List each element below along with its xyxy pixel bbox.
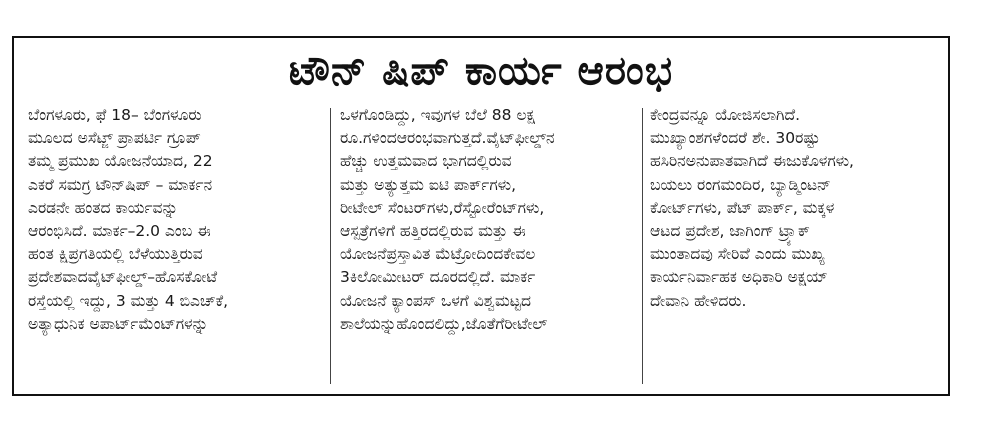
text-line: ಆರಂಭಿಸಿದೆ. ಮಾರ್ಕ–2.0 ಎಂಬ ಈ — [28, 222, 211, 241]
article-column-1 — [28, 104, 320, 388]
headline: ಟೌನ್‌ ಷಿಪ್‌ ಕಾರ್ಯ ಆರಂಭ — [288, 48, 674, 94]
text-line: ಕೋರ್ಟ್‌ಗಳು, ಪೆಟ್‌ ಪಾರ್ಕ್‌, ಮಕ್ಕಳ — [650, 198, 835, 217]
text-line: ತಮ್ಮ ಪ್ರಮುಖ ಯೋಜನೆಯಾದ, 22 — [28, 152, 213, 171]
text-line: ಅತ್ಯಾಧುನಿಕ ಅಪಾರ್ಟ್‌ಮೆಂಟ್‌ಗಳನ್ನು — [28, 314, 209, 333]
text-line: ಒಳಗೊಂಡಿದ್ದು, ಇವುಗಳ ಬೆಲೆ 88 ಲಕ್ಷ — [340, 106, 535, 124]
text-line: ಎರಡನೇ ಹಂತದ ಕಾರ್ಯವನ್ನು — [28, 198, 179, 217]
text-line: ಕಾರ್ಯನಿರ್ವಾಹಕ ಅಧಿಕಾರಿ ಅಕ್ಷಯ್‌ — [650, 268, 828, 287]
text-line: ಶಾಲೆಯನ್ನುಹೊಂದಲಿದ್ದು,ಜೊತೆಗೆರೀಟೇಲ್‌ — [340, 314, 548, 333]
news-clipping — [12, 36, 950, 396]
text-line: ಪ್ರದೇಶವಾದವೈಟ್‌ಫೀಲ್ಡ್‌–ಹೊಸಕೋಟೆ — [28, 268, 218, 287]
text-line: ಹೆಚ್ಚು ಉತ್ತಮವಾದ ಭಾಗದಲ್ಲಿರುವ — [340, 152, 512, 171]
text-line: ಆಸ್ಪತ್ರೆಗಳಿಗೆ ಹತ್ತಿರದಲ್ಲಿರುವ ಮತ್ತು ಈ — [340, 222, 526, 241]
text-line: ಯೋಜನೆ ಕ್ಯಾಂಪಸ್‌ ಒಳಗೆ ವಿಶ್ವಮಟ್ಟದ — [340, 291, 531, 310]
text-line: ಬೆಂಗಳೂರು, ಫೆ 18– ಬೆಂಗಳೂರು — [28, 106, 202, 124]
article-column-3 — [650, 104, 942, 388]
text-line: ಕೇಂದ್ರವನ್ನೂ ಯೋಜಿಸಲಾಗಿದೆ. — [650, 106, 801, 124]
text-line: ಯೋಜನೆಪ್ರಸ್ತಾವಿತ ಮೆಟ್ರೋದಿಂದಕೇವಲ — [340, 245, 536, 264]
text-line: ಎಕರೆ ಸಮಗ್ರ ಟೌನ್‌ಷಿಪ್‌ – ಮಾರ್ಕನ — [28, 175, 213, 194]
text-line: ರಸ್ತೆಯಲ್ಲಿ ಇದ್ದು, 3 ಮತ್ತು 4 ಬಿಎಚ್‌ಕೆ, — [28, 291, 229, 310]
text-line: ದೇವಾನಿ ಹೇಳಿದರು. — [650, 291, 747, 310]
text-line: ಮುಂತಾದವು ಸೇರಿವೆ ಎಂದು ಮುಖ್ಯ — [650, 245, 825, 264]
article-column-2 — [340, 104, 640, 388]
text-line: ಮುಖ್ಯಾಂಶಗಳೆಂದರೆ ಶೇ. 30ರಷ್ಟು — [650, 129, 820, 148]
text-line: ಮೂಲದ ಅಸೆಟ್ಜ್‌ ಪ್ರಾಪರ್ಟಿ ಗ್ರೂಪ್‌ — [28, 129, 201, 148]
text-line: ಆಟದ ಪ್ರದೇಶ, ಜಾಗಿಂಗ್‌ ಟ್ರ್ಯಾಕ್‌ — [650, 222, 810, 241]
column-divider — [330, 108, 331, 384]
text-line: ಹಸಿರಿನಅನುಪಾತವಾಗಿದೆ ಈಜುಕೊಳಗಳು, — [650, 152, 854, 171]
column-divider — [642, 108, 643, 384]
text-line: ಬಯಲು ರಂಗಮಂದಿರ, ಬ್ಯಾಡ್ಮಿಂಟನ್‌ — [650, 175, 831, 194]
text-line: ಮತ್ತು ಅತ್ಯುತ್ತಮ ಐಟಿ ಪಾರ್ಕ್‌ಗಳು, — [340, 175, 516, 194]
text-line: ರೀಟೇಲ್‌ ಸೆಂಟರ್‌ಗಳು,ರೆಸ್ಟೋರೆಂಟ್‌ಗಳು, — [340, 198, 545, 217]
text-line: 3ಕಿಲೋಮೀಟರ್‌ ದೂರದಲ್ಲಿದೆ. ಮಾರ್ಕ — [340, 268, 536, 287]
text-line: ರೂ.ಗಳಿಂದಆರಂಭವಾಗುತ್ತದೆ.ವೈಟ್‌ಫೀಲ್ಡ್‌ನ — [340, 129, 555, 148]
text-line: ಹಂತ ಕ್ಷಿಪ್ರಗತಿಯಲ್ಲಿ ಬೆಳೆಯುತ್ತಿರುವ — [28, 245, 203, 264]
